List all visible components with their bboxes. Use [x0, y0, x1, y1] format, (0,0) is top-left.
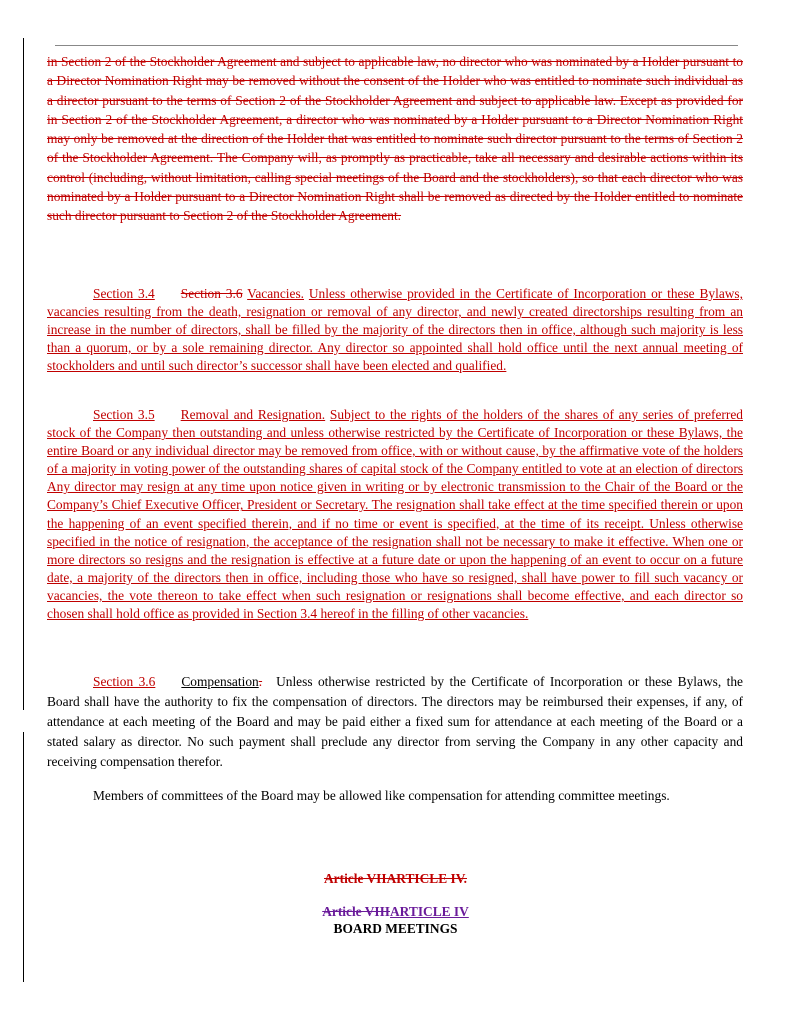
deleted-paragraph [47, 52, 743, 226]
change-bar-bottom [23, 732, 24, 982]
section-3-4-number: Section 3.4 [93, 286, 155, 301]
article-heading [0, 903, 791, 920]
deleted-text: in Section 2 of the Stockholder Agreement and subject to applicable law, no director who was nominated by a Holder pursuant to a Director Nomination Right may be removed without the consent of the Holder who was entitled to nominate such individual as a director pursuant to the terms of Section 2 of the Stockholder Agreement and subject to applicable law. Except as provided for in Section 2 of the Stockholder Agreement, a director who was nominated by a Holder pursuant to a Director Nomination Right may only be removed at the direction of the Holder that was entitled to nominate such director pursuant to the terms of Section 2 of the Stockholder Agreement. The Company will, as promptly as practicable, take all necessary and desirable actions within its control (including, without limitation, calling special meetings of the Board and the stockholders), so that each director who was nominated by a Holder pursuant to a Director Nomination Right shall be removed as directed by the Holder entitled to nominate such director pursuant to Section 2 of the Stockholder Agreement. [47, 54, 743, 224]
section-3-6-body-3: No such payment shall preclude any director from serving the Company in any other capacity and receiving compensation therefor. [47, 734, 743, 769]
section-3-6-number: Section 3.6 [93, 674, 156, 689]
article-heading-deleted-text: Article VIIARTICLE IV. [324, 871, 467, 886]
section-3-4-title: Vacancies. [247, 286, 305, 301]
section-3-6-body-2: The directors may be reimbursed their expenses, if any, of attendance at each meeting of the Board and may be paid either a fixed sum for attendance at each meeting of the Board or a stated salary as director. [47, 694, 743, 749]
section-3-6-body-1: Unless otherwise restricted by the Certificate of Incorporation or these Bylaws, the Board shall have the authority to fix the compensation of directors. [47, 674, 743, 709]
section-3-5-body: Subject to the rights of the holders of the shares of any series of preferred stock of the Company then outstanding and unless otherwise restricted by the Certificate of Incorporation or these Bylaws, the entire Board or any individual director may be removed from office, with or without cause, by the affirmative vote of the holders of a majority in voting power of the outstanding shares of capital stock of the Company entitled to vote at an election of directors Any director may resign at any time upon notice given in writing or by electronic transmission to the Chair of the Board or the Company’s Chief Executive Officer, President or Secretary. The resignation shall take effect at the time specified therein or upon the happening of an event specified therein, and if no time or event is specified, at the time of its receipt. Unless otherwise specified in the notice of resignation, the acceptance of the resignation shall not be necessary to make it effective. When one or more directors so resigns and the resignation is effective at a future date or upon the happening of an event to occur on a future date, a majority of the directors then in office, including those who have so resigned, shall have power to fill such vacancy or vacancies, the vote thereon to take effect when such resignation or resignations shall become effective, and each director so chosen shall hold office as provided in Section 3.4 hereof in the filling of other vacancies. [47, 407, 743, 622]
article-title-text: BOARD MEETINGS [333, 921, 458, 936]
section-3-4-body: Unless otherwise provided in the Certificate of Incorporation or these Bylaws, vacancies resulting from the death, resignation or removal of any director, and newly created directorships resulting from an increase in the number of directors, shall be filled by the majority of the directors then in office, although such majority is less than a quorum, or by a sole remaining director. Any director so appointed shall hold office until the next annual meeting of stockholders and until such director’s successor shall have been elected and qualified. [47, 286, 743, 373]
article-title [0, 920, 791, 937]
article-heading-deleted [0, 870, 791, 887]
committees-text: Members of committees of the Board may be allowed like compensation for attending committee meetings. [93, 788, 670, 803]
section-3-4 [47, 285, 743, 375]
section-3-6-deleted-mark: . [258, 674, 263, 689]
section-3-5 [47, 406, 743, 623]
article-heading-deleted-number: Article VIII [322, 904, 391, 919]
section-3-6-title: Compensation [181, 674, 259, 689]
committees-paragraph [47, 786, 743, 805]
section-3-6 [47, 672, 743, 772]
section-3-4-deleted-number: Section 3.6 [180, 286, 243, 301]
article-heading-inserted: ARTICLE IV [390, 904, 469, 919]
section-3-5-title: Removal and Resignation. [180, 407, 326, 422]
change-bar-top [23, 38, 24, 710]
section-3-5-number: Section 3.5 [93, 407, 155, 422]
header-rule [55, 45, 738, 46]
